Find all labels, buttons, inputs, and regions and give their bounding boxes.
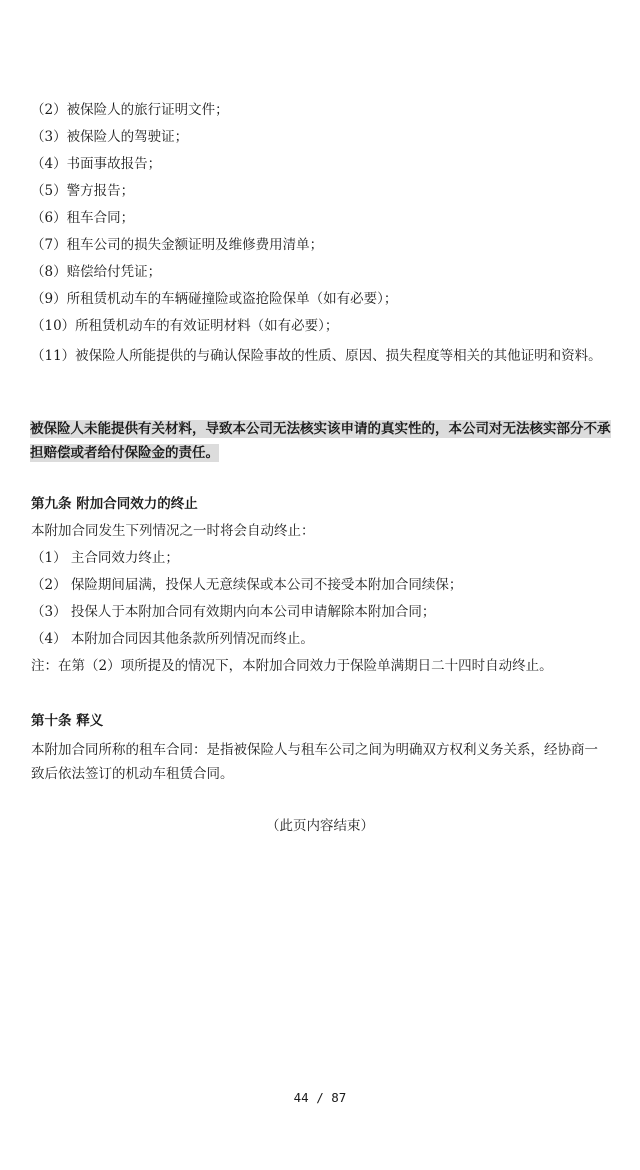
article-9-item: （1） 主合同效力终止； bbox=[31, 550, 179, 566]
claim-doc-item: （9）所租赁机动车的车辆碰撞险或盗抢险保单（如有必要）； bbox=[31, 291, 398, 307]
page-number: 44 / 87 bbox=[293, 1090, 347, 1105]
page-end-note: （此页内容结束） bbox=[266, 818, 374, 834]
article-9-note: 注：在第（2）项所提及的情况下，本附加合同效力于保险单满期日二十四时自动终止。 bbox=[31, 658, 553, 674]
article-10-body: 本附加合同所称的租车合同：是指被保险人与租车公司之间为明确双方权利义务关系，经协商一致后依法签订的机动车租赁合同。 bbox=[31, 742, 598, 782]
claim-doc-item: （10）所租赁机动车的有效证明材料（如有必要）； bbox=[31, 318, 339, 334]
claim-doc-item: （2）被保险人的旅行证明文件； bbox=[31, 102, 229, 118]
article-9-heading: 第九条 附加合同效力的终止 bbox=[31, 496, 198, 512]
article-9-item: （2） 保险期间届满，投保人无意续保或本公司不接受本附加合同续保； bbox=[31, 577, 463, 593]
claim-doc-item: （6）租车合同； bbox=[31, 210, 135, 226]
claim-doc-item: （8）赔偿给付凭证； bbox=[31, 264, 162, 280]
claim-doc-item: （5）警方报告； bbox=[31, 183, 135, 199]
article-9-item: （3） 投保人于本附加合同有效期内向本公司申请解除本附加合同； bbox=[31, 604, 436, 620]
article-9-item: （4） 本附加合同因其他条款所列情况而终止。 bbox=[31, 631, 314, 647]
article-9-intro: 本附加合同发生下列情况之一时将会自动终止： bbox=[31, 523, 315, 539]
highlighted-notice bbox=[30, 417, 612, 465]
article-10-heading: 第十条 释义 bbox=[31, 713, 104, 729]
claim-doc-item: （3）被保险人的驾驶证； bbox=[31, 129, 189, 145]
claim-doc-item: （4）书面事故报告； bbox=[31, 156, 162, 172]
claim-doc-item: （7）租车公司的损失金额证明及维修费用清单； bbox=[31, 237, 324, 253]
claim-doc-item: （11）被保险人所能提供的与确认保险事故的性质、原因、损失程度等相关的其他证明和资料。 bbox=[31, 348, 602, 364]
notice-text: 被保险人未能提供有关材料，导致本公司无法核实该申请的真实性的，本公司对无法核实部分不承担赔偿或者给付保险金的责任。 bbox=[30, 421, 611, 461]
